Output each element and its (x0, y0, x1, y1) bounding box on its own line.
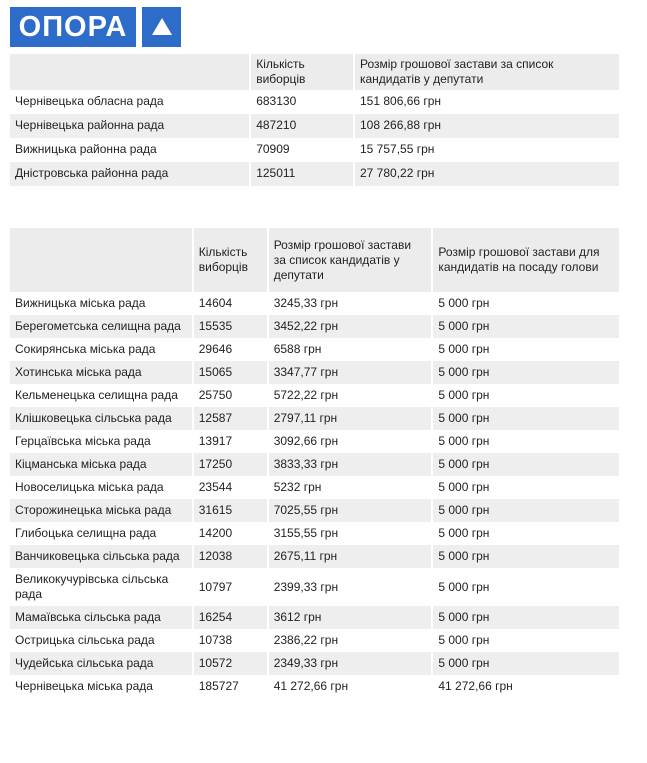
table-header-row (10, 54, 619, 90)
cell-deposit-list: 5232 грн (267, 476, 432, 499)
cell-deposit-list: 3612 грн (267, 606, 432, 629)
cell-deposit-head: 5 000 грн (431, 568, 619, 606)
cell-deposit-head: 5 000 грн (431, 338, 619, 361)
table-row (10, 476, 619, 499)
header-name (10, 228, 192, 292)
cell-voters: 15065 (192, 361, 267, 384)
cell-voters: 13917 (192, 430, 267, 453)
cell-deposit-head: 41 272,66 грн (431, 675, 619, 698)
cell-voters: 487210 (249, 114, 353, 138)
table-header-row (10, 228, 619, 292)
triangle-icon (142, 7, 181, 47)
cell-council-name: Чернівецька міська рада (10, 675, 192, 698)
table-row (10, 338, 619, 361)
cell-council-name: Клішковецька сільська рада (10, 407, 192, 430)
cell-deposit-head: 5 000 грн (431, 606, 619, 629)
cell-voters: 17250 (192, 453, 267, 476)
cell-deposit-head: 5 000 грн (431, 453, 619, 476)
cell-deposit-list: 15 757,55 грн (353, 138, 619, 162)
cell-council-name: Мамаївська сільська рада (10, 606, 192, 629)
cell-deposit-list: 7025,55 грн (267, 499, 432, 522)
cell-deposit-list: 3155,55 грн (267, 522, 432, 545)
cell-voters: 15535 (192, 315, 267, 338)
cell-deposit-head: 5 000 грн (431, 629, 619, 652)
table-row (10, 384, 619, 407)
cell-council-name: Чудейська сільська рада (10, 652, 192, 675)
cell-deposit-list: 3833,33 грн (267, 453, 432, 476)
table-row (10, 292, 619, 315)
cell-voters: 185727 (192, 675, 267, 698)
cell-voters: 125011 (249, 162, 353, 186)
table-row (10, 315, 619, 338)
cell-council-name: Кіцманська міська рада (10, 453, 192, 476)
table-row (10, 162, 619, 186)
header-voters: Кількість виборців (249, 54, 353, 90)
cell-deposit-list: 2386,22 грн (267, 629, 432, 652)
table-row (10, 90, 619, 114)
table-row (10, 522, 619, 545)
cell-voters: 14604 (192, 292, 267, 315)
cell-council-name: Дністровська районна рада (10, 162, 249, 186)
header-deposit-list: Розмір грошової застави за список кандидатів у депутати (267, 228, 432, 292)
table-row (10, 430, 619, 453)
cell-voters: 23544 (192, 476, 267, 499)
cell-council-name: Сторожинецька міська рада (10, 499, 192, 522)
regional-councils-table (10, 54, 619, 186)
cell-deposit-list: 2675,11 грн (267, 545, 432, 568)
cell-voters: 29646 (192, 338, 267, 361)
opora-logo (10, 7, 181, 47)
cell-deposit-head: 5 000 грн (431, 652, 619, 675)
table-row (10, 453, 619, 476)
table-row (10, 606, 619, 629)
cell-voters: 16254 (192, 606, 267, 629)
table-row (10, 407, 619, 430)
table-row (10, 499, 619, 522)
cell-council-name: Чернівецька обласна рада (10, 90, 249, 114)
cell-council-name: Глибоцька селищна рада (10, 522, 192, 545)
cell-deposit-list: 5722,22 грн (267, 384, 432, 407)
cell-voters: 25750 (192, 384, 267, 407)
cell-deposit-head: 5 000 грн (431, 476, 619, 499)
cell-deposit-list: 108 266,88 грн (353, 114, 619, 138)
header-voters: Кількість виборців (192, 228, 267, 292)
cell-council-name: Берегометська селищна рада (10, 315, 192, 338)
cell-council-name: Острицька сільська рада (10, 629, 192, 652)
table-row (10, 361, 619, 384)
table-row (10, 629, 619, 652)
cell-deposit-list: 41 272,66 грн (267, 675, 432, 698)
cell-council-name: Кельменецька селищна рада (10, 384, 192, 407)
cell-deposit-head: 5 000 грн (431, 315, 619, 338)
table-row (10, 675, 619, 698)
cell-deposit-list: 6588 грн (267, 338, 432, 361)
cell-deposit-head: 5 000 грн (431, 384, 619, 407)
cell-voters: 14200 (192, 522, 267, 545)
cell-voters: 12038 (192, 545, 267, 568)
cell-deposit-list: 3347,77 грн (267, 361, 432, 384)
cell-deposit-head: 5 000 грн (431, 292, 619, 315)
cell-voters: 10572 (192, 652, 267, 675)
cell-voters: 683130 (249, 90, 353, 114)
cell-council-name: Великокучурівська сільська рада (10, 568, 192, 606)
cell-deposit-head: 5 000 грн (431, 499, 619, 522)
cell-council-name: Герцаївська міська рада (10, 430, 192, 453)
cell-council-name: Чернівецька районна рада (10, 114, 249, 138)
cell-deposit-head: 5 000 грн (431, 430, 619, 453)
cell-deposit-head: 5 000 грн (431, 407, 619, 430)
cell-deposit-head: 5 000 грн (431, 545, 619, 568)
cell-voters: 70909 (249, 138, 353, 162)
table-row (10, 545, 619, 568)
header-deposit-list: Розмір грошової застави за список кандидатів у депутати (353, 54, 619, 90)
cell-deposit-list: 2399,33 грн (267, 568, 432, 606)
header-name (10, 54, 249, 90)
cell-deposit-list: 3245,33 грн (267, 292, 432, 315)
cell-deposit-list: 3092,66 грн (267, 430, 432, 453)
table-row (10, 114, 619, 138)
cell-voters: 31615 (192, 499, 267, 522)
header-deposit-head: Розмір грошової застави для кандидатів на посаду голови (431, 228, 619, 292)
logo-text: ОПОРА (10, 7, 136, 47)
cell-deposit-list: 151 806,66 грн (353, 90, 619, 114)
cell-council-name: Хотинська міська рада (10, 361, 192, 384)
local-councils-table (10, 228, 619, 698)
cell-deposit-list: 2349,33 грн (267, 652, 432, 675)
cell-council-name: Вижницька міська рада (10, 292, 192, 315)
cell-voters: 12587 (192, 407, 267, 430)
table-row (10, 652, 619, 675)
cell-deposit-list: 3452,22 грн (267, 315, 432, 338)
table-row (10, 568, 619, 606)
cell-council-name: Новоселицька міська рада (10, 476, 192, 499)
cell-deposit-list: 27 780,22 грн (353, 162, 619, 186)
cell-deposit-head: 5 000 грн (431, 522, 619, 545)
cell-council-name: Вижницька районна рада (10, 138, 249, 162)
cell-voters: 10797 (192, 568, 267, 606)
table-row (10, 138, 619, 162)
cell-voters: 10738 (192, 629, 267, 652)
cell-deposit-list: 2797,11 грн (267, 407, 432, 430)
cell-council-name: Сокирянська міська рада (10, 338, 192, 361)
cell-deposit-head: 5 000 грн (431, 361, 619, 384)
cell-council-name: Ванчиковецька сільська рада (10, 545, 192, 568)
